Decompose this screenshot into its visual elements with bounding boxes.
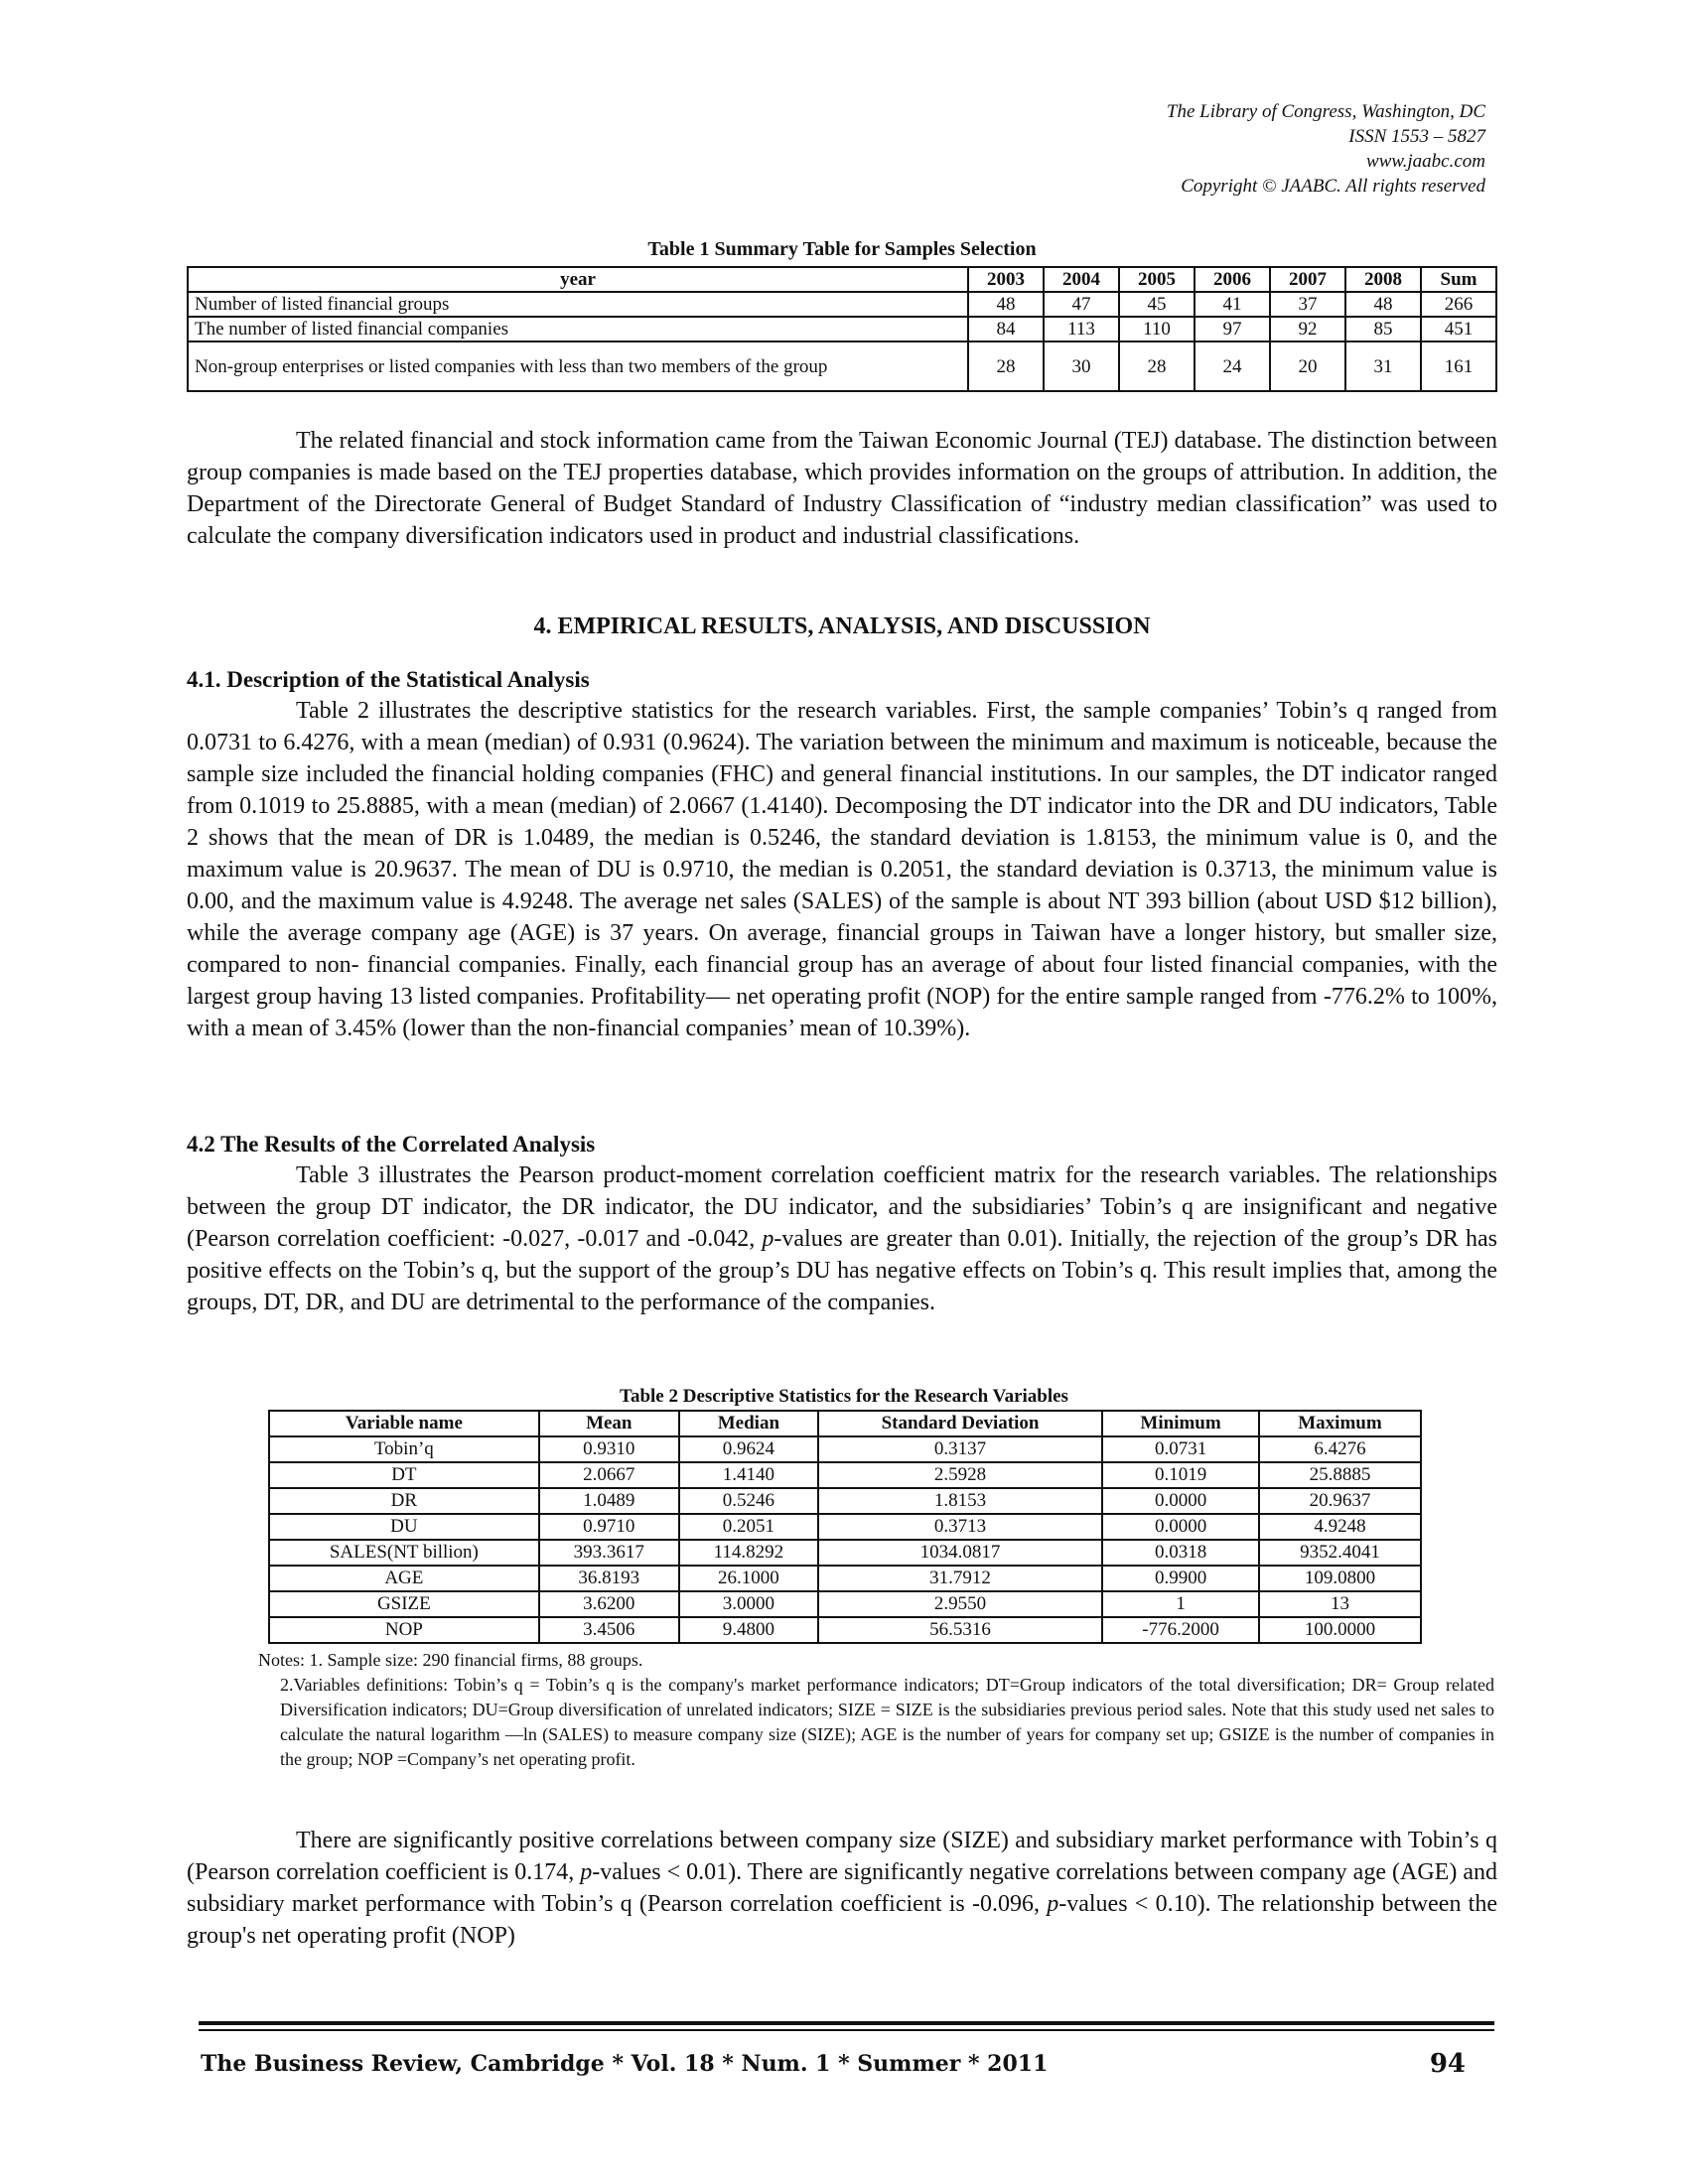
table2-caption: Table 2 Descriptive Statistics for the Research Variables xyxy=(620,1386,1068,1407)
table2-col-maximum: Maximum xyxy=(1259,1411,1421,1436)
table1-col-2008: 2008 xyxy=(1345,267,1421,292)
table2-header-row xyxy=(269,1411,1421,1436)
table-cell: The number of listed financial companies xyxy=(188,317,968,341)
table2-col-median: Median xyxy=(679,1411,818,1436)
table-cell: 113 xyxy=(1044,317,1119,341)
table2-descriptive-statistics xyxy=(268,1410,1422,1644)
subsection-heading-4-2: 4.2 The Results of the Correlated Analysis xyxy=(187,1132,596,1157)
table-cell: 0.3137 xyxy=(818,1436,1102,1462)
table-cell: 31 xyxy=(1345,341,1421,391)
table2-col-variable: Variable name xyxy=(269,1411,539,1436)
table-cell: 41 xyxy=(1195,292,1270,317)
subsection-heading-4-1: 4.1. Description of the Statistical Analysis xyxy=(187,667,590,692)
table-cell: 2.5928 xyxy=(818,1462,1102,1488)
table-cell: 0.9624 xyxy=(679,1436,818,1462)
table-row xyxy=(269,1566,1421,1591)
paragraph-text: There are significantly positive correlations between company size (SIZE) and subsidiary market performance with Tobin’s q (Pearson correlation coefficient is 0.174, xyxy=(187,1828,1497,1885)
p-symbol: p xyxy=(762,1226,774,1252)
table-cell: 0.3713 xyxy=(818,1514,1102,1540)
p-symbol: p xyxy=(1047,1891,1059,1917)
table-cell: 0.5246 xyxy=(679,1488,818,1514)
table-cell: 56.5316 xyxy=(818,1617,1102,1643)
table-cell: 0.9900 xyxy=(1102,1566,1259,1591)
table-row xyxy=(269,1488,1421,1514)
table-cell: Number of listed financial groups xyxy=(188,292,968,317)
table-cell: 3.6200 xyxy=(539,1591,679,1617)
table-cell: 114.8292 xyxy=(679,1540,818,1566)
table-cell: 20.9637 xyxy=(1259,1488,1421,1514)
table-cell: AGE xyxy=(269,1566,539,1591)
table-cell: 0.1019 xyxy=(1102,1462,1259,1488)
footer-journal-info: The Business Review, Cambridge * Vol. 18 * Num. 1 * Summer * 2011 xyxy=(201,2051,1049,2077)
table-row xyxy=(269,1540,1421,1566)
header-line-4: Copyright © JAABC. All rights reserved xyxy=(1181,176,1485,197)
table-cell: 85 xyxy=(1345,317,1421,341)
table-cell: 1.8153 xyxy=(818,1488,1102,1514)
table-row xyxy=(188,292,1496,317)
header-line-3: www.jaabc.com xyxy=(1366,151,1485,172)
table-cell: 0.0731 xyxy=(1102,1436,1259,1462)
paragraph-text: -values < 0.10). The relationship between the group's net operating profit (NOP) xyxy=(187,1891,1498,1949)
table-row xyxy=(269,1591,1421,1617)
table-cell: 0.2051 xyxy=(679,1514,818,1540)
note-2: 2.Variables definitions: Tobin’s q = Tobin’s q is the company's market performance indicators; DT=Group indicators of the total diversification; DR= Group related Diversification indicators; DU=Group diversification of unrelated indicators; SIZE = SIZE is the subsidiaries previous period sales. Note that this study used net sales to calculate the natural logarithm —ln (SALES) to measure company size (SIZE); AGE is the number of years for company set up; GSIZE is the number of companies in the group; NOP =Company’s net operating profit. xyxy=(280,1675,1494,1769)
table-cell: 161 xyxy=(1421,341,1496,391)
table-cell: 2.0667 xyxy=(539,1462,679,1488)
header-line-2: ISSN 1553 – 5827 xyxy=(1348,126,1485,147)
paragraph-text: The related financial and stock information came from the Taiwan Economic Journal (TEJ) database. The distinction between group companies is made based on the TEJ properties database, which provides information on the groups of attribution. In addition, the Department of the Directorate General of Budget Standard of Industry Classification of “industry median classification” was used to calculate the company diversification indicators used in product and industrial classifications. xyxy=(187,428,1497,549)
table-cell: 37 xyxy=(1270,292,1345,317)
table-cell: SALES(NT billion) xyxy=(269,1540,539,1566)
table1-col-2006: 2006 xyxy=(1195,267,1270,292)
paragraph-statistical-analysis xyxy=(187,695,1497,1044)
table-cell: 48 xyxy=(968,292,1044,317)
footer-rule-thick xyxy=(199,2021,1494,2025)
table-cell: 25.8885 xyxy=(1259,1462,1421,1488)
table-cell: 30 xyxy=(1044,341,1119,391)
table-cell: 28 xyxy=(1119,341,1195,391)
table-cell: 1 xyxy=(1102,1591,1259,1617)
table-cell: 0.0000 xyxy=(1102,1488,1259,1514)
table-cell: 0.0000 xyxy=(1102,1514,1259,1540)
table-cell: 0.0318 xyxy=(1102,1540,1259,1566)
table-cell: 110 xyxy=(1119,317,1195,341)
table-cell: Tobin’q xyxy=(269,1436,539,1462)
table1-col-2007: 2007 xyxy=(1270,267,1345,292)
table-cell: 26.1000 xyxy=(679,1566,818,1591)
table-cell: NOP xyxy=(269,1617,539,1643)
table-cell: 20 xyxy=(1270,341,1345,391)
table-cell: 28 xyxy=(968,341,1044,391)
table-row xyxy=(188,341,1496,391)
paragraph-data-source xyxy=(187,425,1497,552)
table-cell: 109.0800 xyxy=(1259,1566,1421,1591)
table1-col-2003: 2003 xyxy=(968,267,1044,292)
page-number: 94 xyxy=(1429,2049,1466,2079)
table-cell: 9.4800 xyxy=(679,1617,818,1643)
table-cell: 84 xyxy=(968,317,1044,341)
table1-col-year: year xyxy=(188,267,968,292)
journal-header xyxy=(1167,99,1485,199)
table-cell: 24 xyxy=(1195,341,1270,391)
table-cell: 1034.0817 xyxy=(818,1540,1102,1566)
table-cell: 47 xyxy=(1044,292,1119,317)
table-row xyxy=(269,1436,1421,1462)
table-cell: 100.0000 xyxy=(1259,1617,1421,1643)
table1-samples-selection xyxy=(187,266,1497,392)
table-cell: 92 xyxy=(1270,317,1345,341)
table-cell: 266 xyxy=(1421,292,1496,317)
table2-notes xyxy=(258,1648,1494,1772)
paragraph-size-age-correlation xyxy=(187,1825,1497,1952)
table-cell: 36.8193 xyxy=(539,1566,679,1591)
table1-col-2005: 2005 xyxy=(1119,267,1195,292)
table-cell: 393.3617 xyxy=(539,1540,679,1566)
table-cell: 31.7912 xyxy=(818,1566,1102,1591)
table-cell: 3.0000 xyxy=(679,1591,818,1617)
paragraph-text: -values are greater than 0.01). Initially, the rejection of the group’s DR has positive effects on the Tobin’s q, but the support of the group’s DU has negative effects on Tobin’s q. This result implies that, among the groups, DT, DR, and DU are detrimental to the performance of the companies. xyxy=(187,1226,1497,1315)
paragraph-text: Table 3 illustrates the Pearson product-moment correlation coefficient matrix for the research variables. The relationships between the group DT indicator, the DR indicator, the DU indicator, and the subsidiaries’ Tobin’s q are insignificant and negative (Pearson correlation coefficient: -0.027, -0.017 and -0.042, xyxy=(187,1162,1497,1252)
table-row xyxy=(269,1514,1421,1540)
table-cell: 97 xyxy=(1195,317,1270,341)
table-row xyxy=(269,1617,1421,1643)
table-cell: 48 xyxy=(1345,292,1421,317)
p-symbol: p xyxy=(580,1859,593,1885)
table-cell: 45 xyxy=(1119,292,1195,317)
table1-col-2004: 2004 xyxy=(1044,267,1119,292)
note-1: Notes: 1. Sample size: 290 financial firms, 88 groups. xyxy=(258,1650,643,1670)
table-cell: 3.4506 xyxy=(539,1617,679,1643)
table2-col-std: Standard Deviation xyxy=(818,1411,1102,1436)
table1-header-row xyxy=(188,267,1496,292)
table-cell: 13 xyxy=(1259,1591,1421,1617)
table-cell: 2.9550 xyxy=(818,1591,1102,1617)
table-cell: Non-group enterprises or listed companies with less than two members of the group xyxy=(188,341,968,391)
paragraph-text: Table 2 illustrates the descriptive statistics for the research variables. First, the sample companies’ Tobin’s q ranged from 0.0731 to 6.4276, with a mean (median) of 0.931 (0.9624). The variation between the minimum and maximum is noticeable, because the sample size included the financial holding companies (FHC) and general financial institutions. In our samples, the DT indicator ranged from 0.1019 to 25.8885, with a mean (median) of 2.0667 (1.4140). Decomposing the DT indicator into the DR and DU indicators, Table 2 shows that the mean of DR is 1.0489, the median is 0.5246, the standard deviation is 1.8153, the minimum value is 0, and the maximum value is 20.9637. The mean of DU is 0.9710, the median is 0.2051, the standard deviation is 0.3713, the minimum value is 0.00, and the maximum value is 4.9248. The average net sales (SALES) of the sample is about NT 393 billion (about USD $12 billion), while the average company age (AGE) is 37 years. On average, financial groups in Taiwan have a longer history, but smaller size, compared to non- financial companies. Finally, each financial group has an average of about four listed financial companies, with the largest group having 13 listed companies. Profitability— net operating profit (NOP) for the entire sample ranged from -776.2% to 100%, with a mean of 3.45% (lower than the non-financial companies’ mean of 10.39%). xyxy=(187,698,1497,1041)
table-cell: DU xyxy=(269,1514,539,1540)
table-cell: 1.4140 xyxy=(679,1462,818,1488)
table-row xyxy=(188,317,1496,341)
table-row xyxy=(269,1462,1421,1488)
table-cell: 0.9710 xyxy=(539,1514,679,1540)
table2-col-mean: Mean xyxy=(539,1411,679,1436)
table-cell: DT xyxy=(269,1462,539,1488)
table-cell: 0.9310 xyxy=(539,1436,679,1462)
table-cell: -776.2000 xyxy=(1102,1617,1259,1643)
table-cell: 1.0489 xyxy=(539,1488,679,1514)
footer-rule-thin xyxy=(199,2029,1494,2031)
table-cell: 451 xyxy=(1421,317,1496,341)
table1-caption: Table 1 Summary Table for Samples Selection xyxy=(647,238,1037,260)
table-cell: GSIZE xyxy=(269,1591,539,1617)
paragraph-text: -values < 0.01). There are significantly negative correlations between company age (AGE) and subsidiary market performance with Tobin’s q (Pearson correlation coefficient is -0.096, xyxy=(187,1859,1498,1917)
table1-col-sum: Sum xyxy=(1421,267,1496,292)
table2-col-minimum: Minimum xyxy=(1102,1411,1259,1436)
header-line-1: The Library of Congress, Washington, DC xyxy=(1166,101,1485,122)
table-cell: 9352.4041 xyxy=(1259,1540,1421,1566)
paragraph-correlation-analysis xyxy=(187,1160,1497,1318)
table-cell: 4.9248 xyxy=(1259,1514,1421,1540)
section-heading: 4. EMPIRICAL RESULTS, ANALYSIS, AND DISCUSSION xyxy=(533,614,1151,639)
table-cell: 6.4276 xyxy=(1259,1436,1421,1462)
table-cell: DR xyxy=(269,1488,539,1514)
